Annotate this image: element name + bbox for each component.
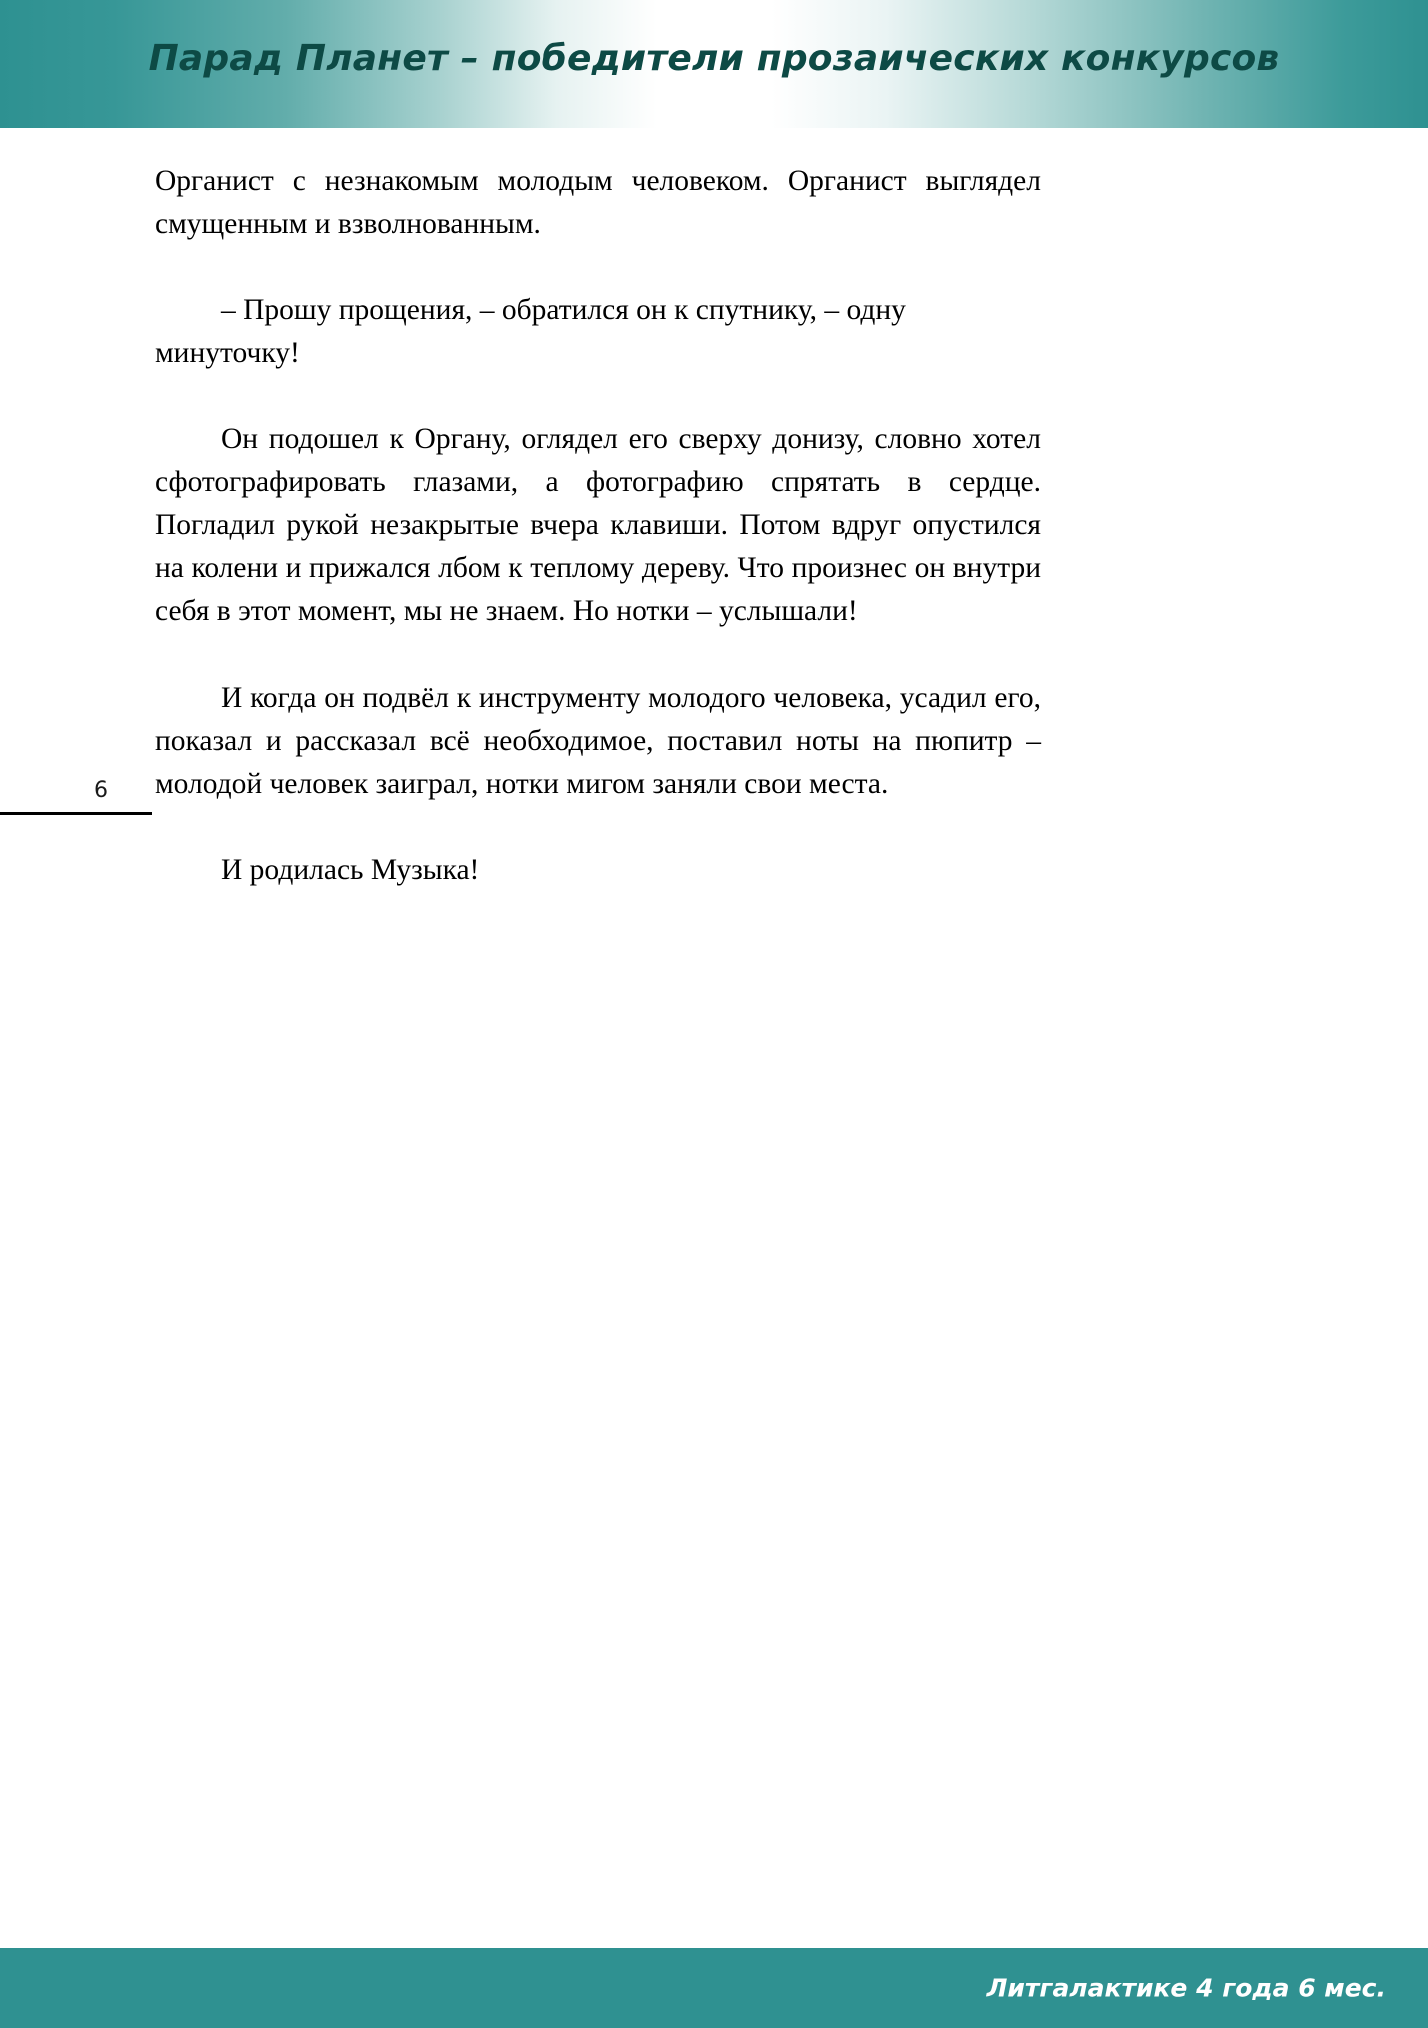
paragraph-spacer xyxy=(155,246,1041,289)
page-number-rule xyxy=(0,812,152,815)
body-paragraph: Органист с незнакомым молодым человеком. Органист выглядел смущенным и взволнованным. xyxy=(155,165,1041,240)
document-body xyxy=(155,160,1041,892)
page-number: 6 xyxy=(94,778,108,803)
body-paragraph: И родилась Музыка! xyxy=(221,854,480,886)
page-footer-text: Литгалактике 4 года 6 мес. xyxy=(986,1973,1386,2003)
page-footer-band xyxy=(0,1948,1428,2028)
body-paragraph: – Прошу прощения, – обратился он к спутнику, – одну минуточку! xyxy=(155,294,906,369)
paragraph-spacer xyxy=(155,375,1041,418)
paragraph-spacer xyxy=(155,633,1041,677)
page-number-block xyxy=(0,778,152,815)
page-header-title: Парад Планет – победители прозаических конкурсов xyxy=(148,38,1280,79)
body-paragraph: Он подошел к Органу, оглядел его сверху донизу, словно хотел сфотографировать глазами, а фотографию спрятать в сердце. Погладил рукой незакрытые вчера клавиши. Потом вдруг опустился на колени и прижался лбом к теплому дереву. Что произнес он внутри себя в этот момент, мы не знаем. Но нотки – услышали! xyxy=(155,423,1041,627)
body-paragraph: И когда он подвёл к инструменту молодого человека, усадил его, показал и рассказал всё необходимое, поставил ноты на пюпитр – молодой человек заиграл, нотки мигом заняли свои места. xyxy=(155,682,1041,800)
page-header-band xyxy=(0,0,1428,128)
paragraph-spacer xyxy=(155,806,1041,849)
